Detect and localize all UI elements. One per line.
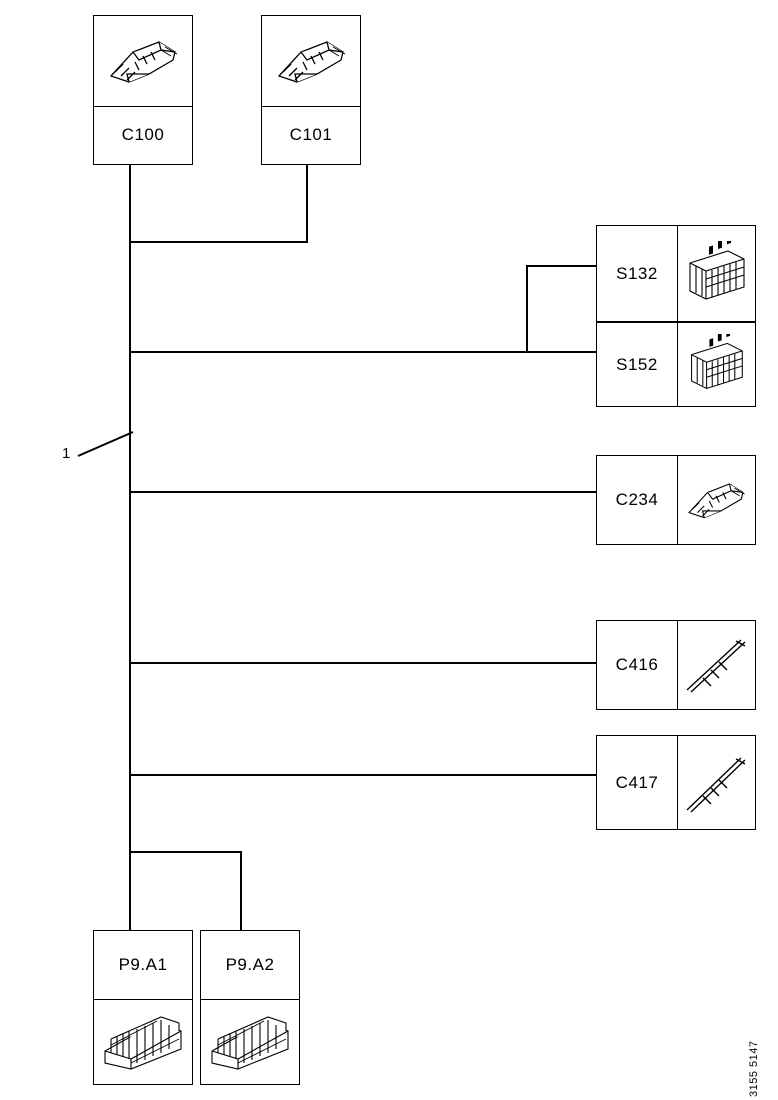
- p9a1-label-cell: [94, 931, 192, 999]
- node-c416[interactable]: [596, 620, 756, 710]
- node-p9a2[interactable]: [200, 930, 300, 1085]
- callout-leader-icon: [70, 420, 150, 470]
- wire-c234-run: [129, 491, 598, 493]
- s132-label: S132: [616, 263, 658, 283]
- c101-label-cell: [262, 106, 360, 164]
- callout-number: 1: [62, 445, 71, 462]
- wire-s132-drop: [526, 265, 528, 353]
- wire-p9a2-drop: [240, 851, 242, 931]
- c417-image-cell: [677, 736, 755, 829]
- splice-line-icon: [681, 632, 751, 698]
- wire-c101-run: [129, 241, 308, 243]
- p9a2-image-cell: [201, 999, 299, 1084]
- fuse-block-icon: [682, 334, 750, 396]
- node-c100[interactable]: [93, 15, 193, 165]
- wire-trunk-vertical: [129, 165, 131, 930]
- wire-c101-drop: [306, 165, 308, 243]
- c234-image-cell: [677, 456, 755, 544]
- diagram-corner-code: 3155 5147: [748, 1040, 760, 1097]
- p9a1-image-cell: [94, 999, 192, 1084]
- c416-label-cell: [597, 621, 677, 709]
- c417-label-cell: [597, 736, 677, 829]
- wire-c417-run: [129, 774, 598, 776]
- splice-line-icon: [681, 748, 751, 818]
- p9a2-label-cell: [201, 931, 299, 999]
- c100-label-cell: [94, 106, 192, 164]
- c416-label: C416: [615, 655, 659, 674]
- s132-image-cell: [677, 226, 755, 321]
- c234-label: C234: [615, 490, 659, 509]
- multi-pin-connector-icon: [99, 1005, 187, 1079]
- c101-label: C101: [289, 125, 333, 144]
- fuse-block-icon: [682, 241, 750, 307]
- node-p9a1[interactable]: [93, 930, 193, 1085]
- c417-label: C417: [615, 772, 659, 792]
- s152-label: S152: [616, 354, 658, 374]
- connector-plug-icon: [679, 472, 753, 528]
- multi-pin-connector-icon: [206, 1005, 294, 1079]
- node-c234[interactable]: [596, 455, 756, 545]
- node-s132[interactable]: [596, 225, 756, 322]
- node-c417[interactable]: [596, 735, 756, 830]
- p9a1-label: P9.A1: [118, 955, 168, 974]
- c101-image-cell: [262, 16, 360, 106]
- s152-image-cell: [677, 323, 755, 406]
- c234-label-cell: [597, 456, 677, 544]
- wire-s132-run: [526, 265, 598, 267]
- c100-image-cell: [94, 16, 192, 106]
- node-c101[interactable]: [261, 15, 361, 165]
- s152-label-cell: [597, 323, 677, 406]
- connector-plug-icon: [99, 30, 187, 92]
- wire-p9a2-run: [129, 851, 242, 853]
- wire-c416-run: [129, 662, 598, 664]
- c100-label: C100: [121, 125, 165, 144]
- wire-s152-run: [129, 351, 598, 353]
- c416-image-cell: [677, 621, 755, 709]
- p9a2-label: P9.A2: [225, 955, 275, 974]
- connector-plug-icon: [267, 30, 355, 92]
- s132-label-cell: [597, 226, 677, 321]
- node-s152[interactable]: [596, 322, 756, 407]
